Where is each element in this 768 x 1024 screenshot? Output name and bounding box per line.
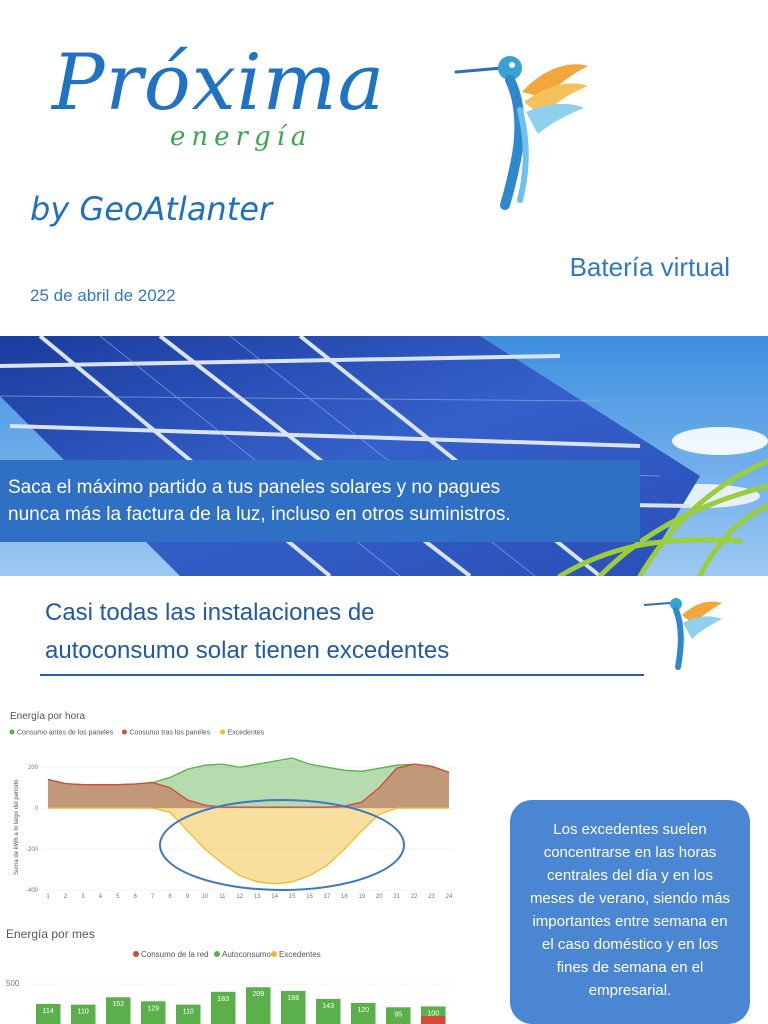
- document-title: Batería virtual: [569, 252, 730, 282]
- hummingbird-icon: [450, 40, 590, 210]
- legend-label: Excedentes: [279, 950, 321, 959]
- x-tick-label: 23: [428, 894, 435, 900]
- x-tick-label: 2: [63, 894, 68, 900]
- y-tick-label: -400: [25, 888, 38, 894]
- bar-value-label: 110: [77, 1008, 89, 1016]
- x-tick-label: 18: [341, 894, 348, 900]
- bar-value-label: 110: [182, 1008, 194, 1016]
- series-area: [48, 808, 449, 884]
- section-divider: [40, 674, 644, 676]
- x-tick-label: 13: [253, 894, 261, 900]
- bar-value-label: 209: [252, 991, 265, 999]
- legend-label: Consumo de la red: [141, 950, 209, 959]
- banner-line-2: nunca más la factura de la luz, incluso en otros suministros.: [8, 504, 511, 525]
- x-tick-label: 21: [393, 894, 401, 900]
- legend-marker: [220, 730, 225, 735]
- legend-marker: [10, 730, 15, 735]
- y-tick-label: 200: [27, 765, 38, 772]
- x-tick-label: 6: [133, 894, 137, 900]
- legend-marker: [122, 730, 127, 735]
- x-tick-label: 10: [201, 894, 209, 900]
- bar-value-label: 152: [112, 1001, 125, 1009]
- x-tick-label: 20: [375, 894, 383, 900]
- section-title-line-2: autoconsumo solar tienen excedentes: [45, 637, 450, 664]
- legend-marker: [271, 951, 277, 957]
- y-tick-label: 0: [34, 806, 38, 813]
- byline: by GeoAtlanter: [30, 190, 273, 228]
- x-tick-label: 15: [288, 894, 296, 900]
- section-title-line-1: Casi todas las instalaciones de: [45, 599, 375, 626]
- x-tick-label: 11: [219, 894, 226, 900]
- legend-label: Consumo antes de los paneles: [17, 729, 114, 737]
- logo-subtitle: energía: [170, 122, 313, 152]
- legend-marker: [133, 951, 139, 957]
- x-tick-label: 12: [236, 894, 244, 900]
- bar-value-label: 129: [147, 1005, 160, 1013]
- x-tick-label: 22: [410, 894, 418, 900]
- banner-line-1: Saca el máximo partido a tus paneles solares y no pagues: [8, 477, 501, 498]
- x-tick-label: 7: [150, 894, 155, 900]
- monthly-energy-chart: [0, 920, 460, 1024]
- x-tick-label: 17: [323, 894, 331, 900]
- x-tick-label: 16: [306, 894, 313, 900]
- bar-value-label: 95: [394, 1011, 403, 1019]
- bar-value-label: 188: [287, 994, 300, 1002]
- bar-value-label: 120: [357, 1006, 370, 1014]
- bar-value-label: 100: [427, 1010, 440, 1018]
- legend-label: Autoconsumo: [222, 950, 271, 959]
- x-tick-label: 19: [358, 894, 366, 900]
- chart-title: Energía por mes: [6, 927, 95, 941]
- x-tick-label: 4: [98, 894, 102, 900]
- hourly-energy-chart: [0, 705, 460, 905]
- x-tick-label: 5: [116, 894, 120, 900]
- excedentes-callout: Los excedentes suelen concentrarse en las horas centrales del día y en los meses de verano, siendo más importantes entre semana en el caso doméstico y en los fines de semana en el empresarial.: [510, 800, 750, 1024]
- bar-value-label: 143: [322, 1002, 335, 1010]
- logo-wordmark: Próxima: [52, 38, 386, 128]
- x-tick-label: 8: [168, 894, 172, 900]
- bar-value-label: 183: [217, 995, 230, 1003]
- document-date: 25 de abril de 2022: [30, 286, 176, 305]
- legend-label: Consumo tras los paneles: [129, 729, 211, 737]
- y-axis-label: Suma de kWh a lo largo del periodo: [14, 779, 20, 875]
- y-tick-label: -200: [25, 847, 38, 854]
- section-title: [45, 594, 605, 670]
- legend-label: Excedentes: [227, 729, 265, 737]
- x-tick-label: 14: [271, 894, 278, 900]
- x-tick-label: 9: [185, 894, 190, 900]
- x-tick-label: 1: [46, 894, 50, 900]
- y-tick-label: 500: [6, 979, 20, 988]
- x-tick-label: 24: [445, 894, 453, 900]
- bar-value-label: 114: [42, 1007, 54, 1015]
- proxima-logo: [40, 30, 560, 190]
- chart-title: Energía por hora: [10, 711, 86, 722]
- headline-banner: [0, 460, 640, 542]
- legend-marker: [214, 951, 220, 957]
- hummingbird-small-icon: [640, 595, 725, 670]
- x-tick-label: 3: [81, 894, 85, 900]
